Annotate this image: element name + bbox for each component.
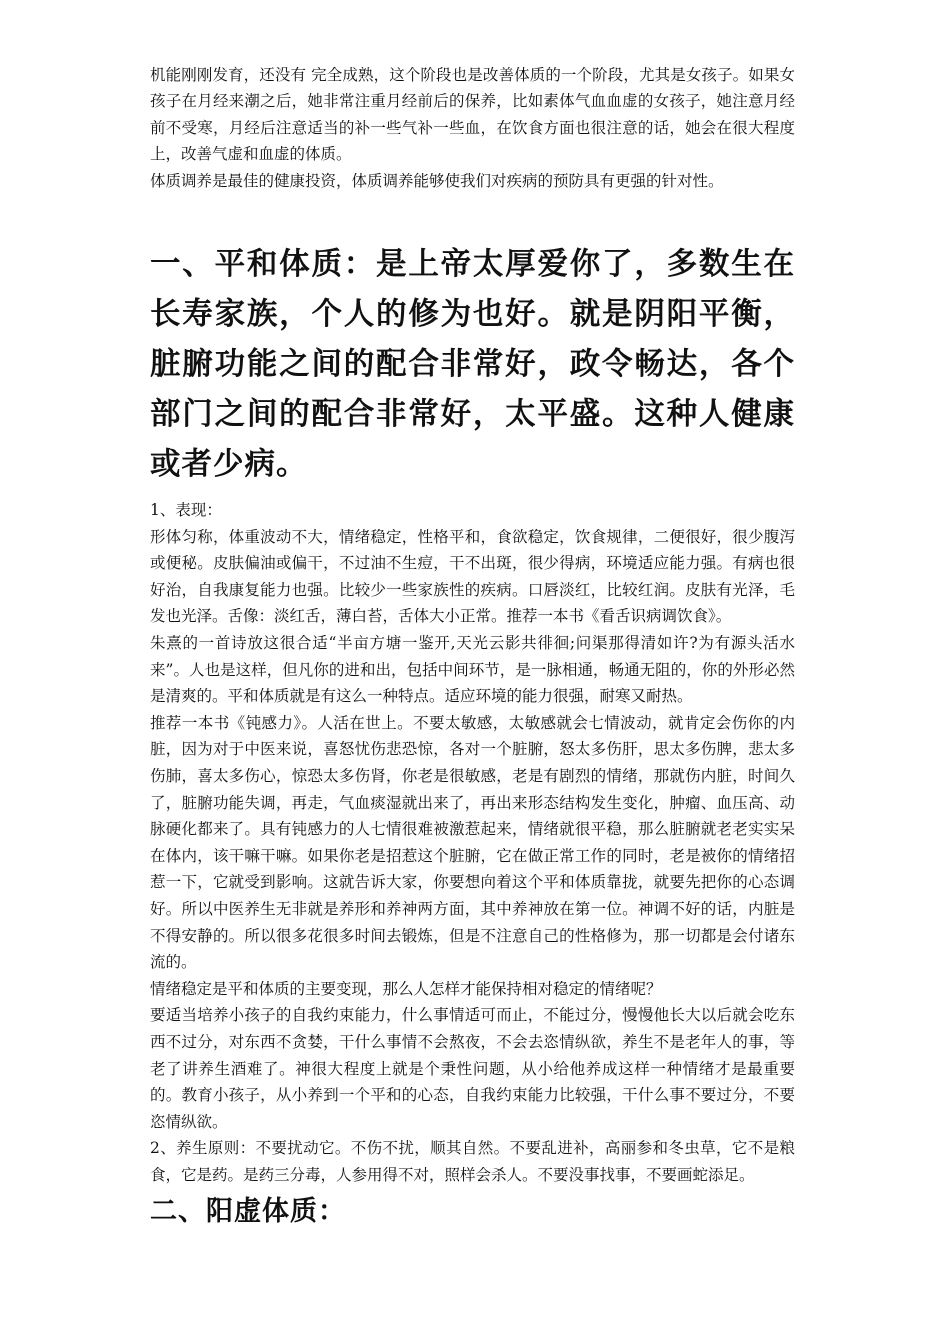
body-paragraph: 形体匀称，体重波动不大，情绪稳定，性格平和，食欲稳定，饮食规律，二便很好，很少腹泻或便秘。皮肤偏油或偏干，不过油不生痘，干不出斑，很少得病，环境适应能力强。有病也很好治，自我康复能力也强。比较少一些家族性的疾病。口唇淡红，比较红润。皮肤有光泽，毛发也光泽。舌像：淡红舌，薄白苔，舌体大小正常。推荐一本书《看舌识病调饮食》。 <box>150 527 795 626</box>
document-page <box>150 62 795 1232</box>
body-paragraph: 朱熹的一首诗放这很合适“半亩方塘一鉴开,天光云影共徘徊;问渠那得清如许?为有源头活水来”。人也是这样，但凡你的进和出，包括中间环节，是一脉相通，畅通无阻的，你的外形必然是清爽的。平和体质就是有这么一种特点。适应环境的能力很强，耐寒又耐热。 <box>150 634 795 706</box>
body-paragraph: 推荐一本书《钝感力》。人活在世上。不要太敏感，太敏感就会七情波动，就肯定会伤你的内脏，因为对于中医来说，喜怒忧伤悲恐惊，各对一个脏腑，怒太多伤肝，思太多伤脾，悲太多伤肺，喜太多伤心，惊恐太多伤肾，你老是很敏感，老是有剧烈的情绪，那就伤内脏，时间久了，脏腑功能失调，再走，气血痰湿就出来了，再出来形态结构发生变化，肿瘤、血压高、动脉硬化都来了。具有钝感力的人七情很难被激惹起来，情绪就很平稳，那么脏腑就老老实实呆在体内，该干嘛干嘛。如果你老是招惹这个脏腑，它在做正常工作的同时，老是被你的情绪招惹一下，它就受到影响。这就告诉大家，你要想向着这个平和体质靠拢，就要先把你的心态调好。所以中医养生无非就是养形和养神两方面，其中养神放在第一位。神调不好的话，内脏是不得安静的。所以很多花很多时间去锻炼，但是不注意自己的性格修为，那一切都是会付诸东流的。 <box>150 713 795 972</box>
body-paragraph: 1、表现： <box>150 501 222 520</box>
section-heading-yangxu: 二、阳虚体质： <box>150 1196 346 1228</box>
intro-paragraph: 机能刚刚发育，还没有 完全成熟，这个阶段也是改善体质的一个阶段，尤其是女孩子。如果女孩子在月经来潮之后，她非常注重月经前后的保养，比如素体气血血虚的女孩子，她注意月经前不受寒，月经后注意适当的补一些气补一些血，在饮食方面也很注意的话，她会在很大程度上，改善气虚和血虚的体质。 <box>150 66 795 164</box>
body-paragraph: 要适当培养小孩子的自我约束能力，什么事情适可而止，不能过分，慢慢他长大以后就会吃东西不过分，对东西不贪婪，干什么事情不会熬夜，不会去恣情纵欲，养生不是老年人的事，等老了讲养生酒难了。神很大程度上就是个秉性问题，从小给他养成这样一种情绪才是最重要的。教育小孩子，从小养到一个平和的心态，自我约束能力比较强，干什么事不要过分，不要恣情纵欲。 <box>150 1006 795 1131</box>
body-paragraph: 2、养生原则：不要扰动它。不伤不扰，顺其自然。不要乱进补，高丽参和冬虫草，它不是粮食，它是药。是药三分毒，人参用得不对，照样会杀人。不要没事找事，不要画蛇添足。 <box>150 1139 795 1184</box>
intro-paragraph: 体质调养是最佳的健康投资，体质调养能够使我们对疾病的预防具有更强的针对性。 <box>150 171 724 190</box>
intro-block <box>150 62 795 194</box>
section-heading-pinghe: 一、平和体质：是上帝太厚爱你了，多数生在长寿家族，个人的修为也好。就是阴阳平衡，脏腑功能之间的配合非常好，政令畅达，各个部门之间的配合非常好，太平盛。这种人健康或者少病。 <box>150 246 795 483</box>
section-body-pinghe <box>150 497 795 1188</box>
body-paragraph: 情绪稳定是平和体质的主要变现，那么人怎样才能保持相对稳定的情绪呢？ <box>150 979 662 998</box>
